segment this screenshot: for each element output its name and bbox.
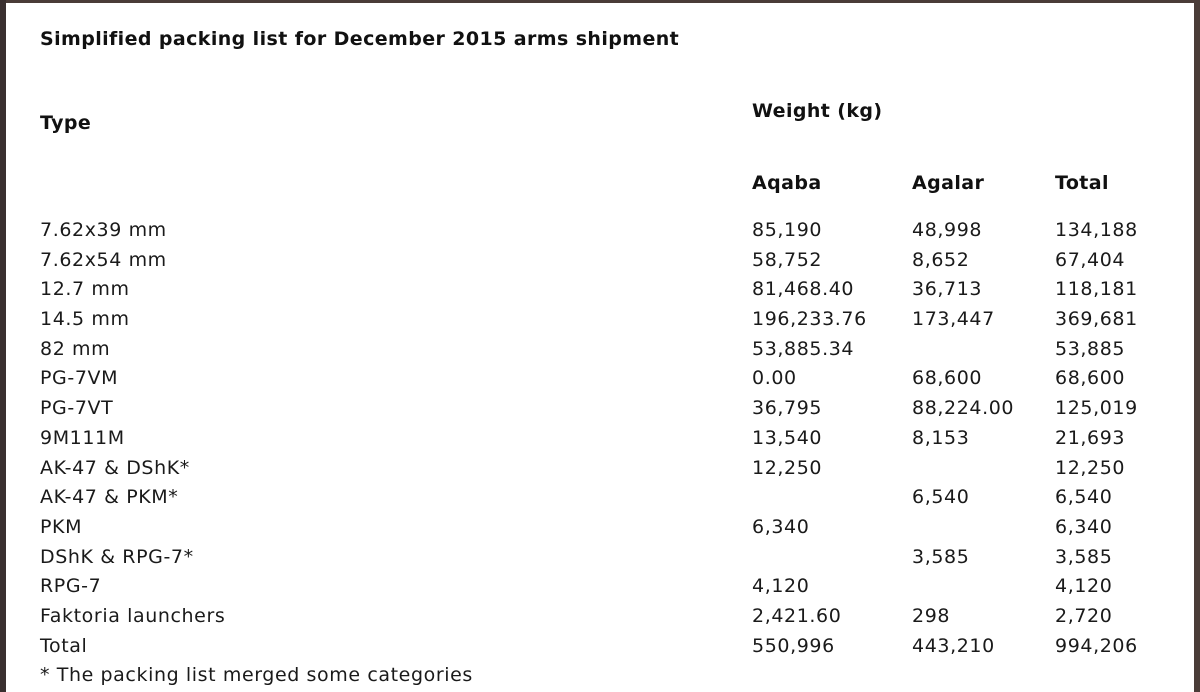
cell-agalar: 173,447: [912, 308, 995, 331]
table-row: [0, 543, 1200, 573]
cell-total: 3,585: [1055, 545, 1113, 568]
cell-agalar: 3,585: [912, 545, 970, 568]
table-row: [0, 364, 1200, 394]
cell-aqaba: 4,120: [752, 575, 810, 598]
cell-aqaba: 550,996: [752, 634, 835, 657]
cell-aqaba: 2,421.60: [752, 604, 842, 627]
cell-aqaba: 58,752: [752, 248, 823, 271]
frame-top-edge: [0, 0, 1200, 3]
table-row: [0, 246, 1200, 276]
cell-total: 68,600: [1055, 367, 1126, 390]
cell-agalar: 298: [912, 604, 951, 627]
cell-type: 7.62x54 mm: [40, 248, 167, 271]
cell-type: 14.5 mm: [40, 308, 130, 331]
cell-aqaba: 6,340: [752, 515, 810, 538]
table-row: [0, 483, 1200, 513]
table-row: [0, 454, 1200, 484]
header-total: Total: [1055, 172, 1109, 194]
cell-aqaba: 53,885.34: [752, 337, 855, 360]
cell-agalar: 36,713: [912, 278, 983, 301]
cell-agalar: 443,210: [912, 634, 995, 657]
cell-type: Faktoria launchers: [40, 604, 226, 627]
cell-type: PG-7VT: [40, 397, 114, 420]
table-row: [0, 335, 1200, 365]
table-row: [0, 275, 1200, 305]
cell-type: 82 mm: [40, 337, 111, 360]
cell-type: PG-7VM: [40, 367, 119, 390]
header-agalar: Agalar: [912, 172, 985, 194]
cell-total: 21,693: [1055, 426, 1126, 449]
cell-aqaba: 12,250: [752, 456, 823, 479]
cell-type: 12.7 mm: [40, 278, 130, 301]
cell-total: 6,340: [1055, 515, 1113, 538]
cell-type: Total: [40, 634, 88, 657]
cell-total: 12,250: [1055, 456, 1126, 479]
cell-type: 7.62x39 mm: [40, 219, 167, 241]
cell-total: 994,206: [1055, 634, 1138, 657]
table-row: [0, 513, 1200, 543]
cell-aqaba: 36,795: [752, 397, 823, 420]
cell-aqaba: 85,190: [752, 219, 823, 241]
cell-agalar: 88,224.00: [912, 397, 1015, 420]
cell-total: 134,188: [1055, 219, 1138, 241]
cell-agalar: 48,998: [912, 219, 983, 241]
table-row-total: [0, 632, 1200, 662]
footnote: * The packing list merged some categories: [40, 664, 473, 686]
cell-agalar: 8,652: [912, 248, 970, 271]
cell-agalar: 68,600: [912, 367, 983, 390]
table-row: [0, 216, 1200, 246]
table-row: [0, 394, 1200, 424]
cell-total: 369,681: [1055, 308, 1138, 331]
cell-total: 2,720: [1055, 604, 1113, 627]
cell-agalar: 8,153: [912, 426, 970, 449]
table-row: [0, 305, 1200, 335]
header-type: Type: [40, 112, 92, 134]
cell-type: 9M111M: [40, 426, 125, 449]
header-aqaba: Aqaba: [752, 172, 822, 194]
cell-total: 4,120: [1055, 575, 1113, 598]
cell-type: DShK & RPG-7*: [40, 545, 194, 568]
cell-total: 125,019: [1055, 397, 1138, 420]
cell-aqaba: 0.00: [752, 367, 797, 390]
cell-type: RPG-7: [40, 575, 102, 598]
table-row: [0, 602, 1200, 632]
cell-total: 118,181: [1055, 278, 1138, 301]
table-row: [0, 424, 1200, 454]
cell-aqaba: 81,468.40: [752, 278, 855, 301]
cell-total: 53,885: [1055, 337, 1126, 360]
cell-total: 6,540: [1055, 486, 1113, 509]
cell-type: AK-47 & PKM*: [40, 486, 179, 509]
table-title: Simplified packing list for December 2015 arms shipment: [40, 28, 680, 50]
cell-type: AK-47 & DShK*: [40, 456, 190, 479]
cell-total: 67,404: [1055, 248, 1126, 271]
cell-aqaba: 196,233.76: [752, 308, 867, 331]
packing-list-table-body: [0, 216, 1200, 661]
header-weight: Weight (kg): [752, 100, 883, 122]
table-row: [0, 572, 1200, 602]
cell-type: PKM: [40, 515, 83, 538]
cell-agalar: 6,540: [912, 486, 970, 509]
cell-aqaba: 13,540: [752, 426, 823, 449]
